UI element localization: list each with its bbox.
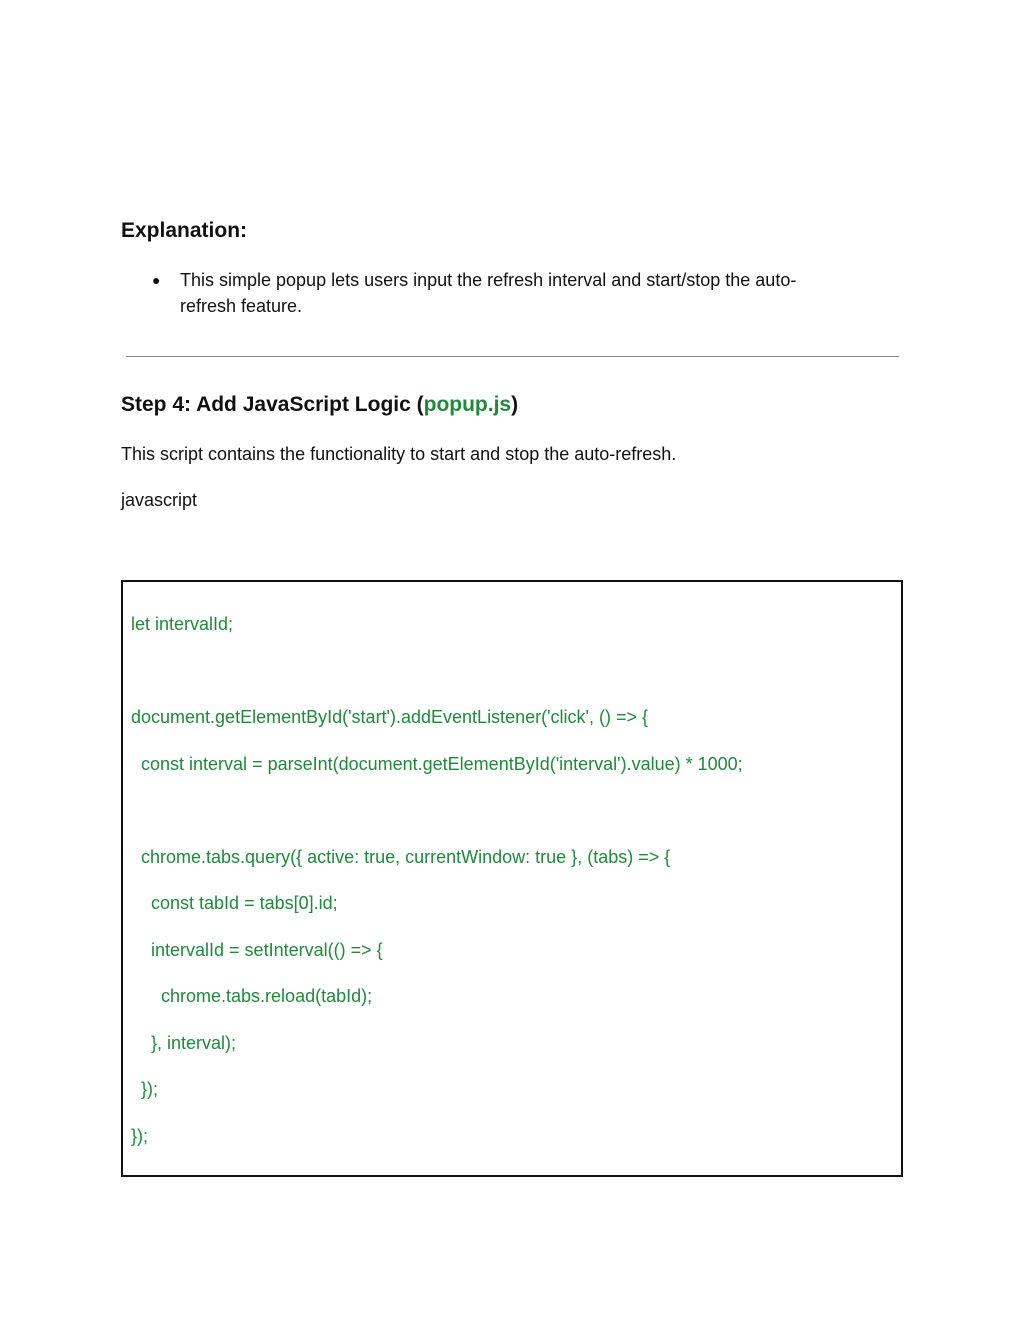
code-line: intervalId = setInterval(() => { [131, 940, 383, 960]
code-line: }); [131, 1079, 159, 1099]
code-block [121, 580, 903, 1177]
horizontal-divider [126, 356, 899, 357]
code-language-label: javascript [121, 490, 198, 510]
code-line: chrome.tabs.query({ active: true, currentWindow: true }, (tabs) => { [131, 847, 671, 867]
step-heading-suffix: ) [511, 393, 519, 416]
step-heading [121, 390, 518, 420]
code-line: document.getElementById('start').addEventListener('click', () => { [131, 707, 648, 727]
explanation-list [121, 267, 841, 319]
code-line: let intervalId; [131, 614, 234, 634]
code-line: }); [131, 1126, 149, 1146]
step-intro-text: This script contains the functionality to start and stop the auto-refresh. [121, 444, 677, 464]
code-line: const interval = parseInt(document.getElementById('interval').value) * 1000; [131, 754, 743, 774]
code-line: const tabId = tabs[0].id; [131, 893, 338, 913]
step-heading-filename: popup.js [423, 393, 512, 416]
bullet-text: This simple popup lets users input the refresh interval and start/stop the auto-refresh feature. [180, 270, 797, 316]
step-heading-prefix: Step 4: Add JavaScript Logic ( [121, 393, 424, 416]
code-line: }, interval); [131, 1033, 237, 1053]
list-item [121, 267, 841, 319]
code-line: chrome.tabs.reload(tabId); [131, 986, 373, 1006]
explanation-heading: Explanation: [121, 219, 248, 242]
bullet-icon: ● [152, 272, 161, 288]
